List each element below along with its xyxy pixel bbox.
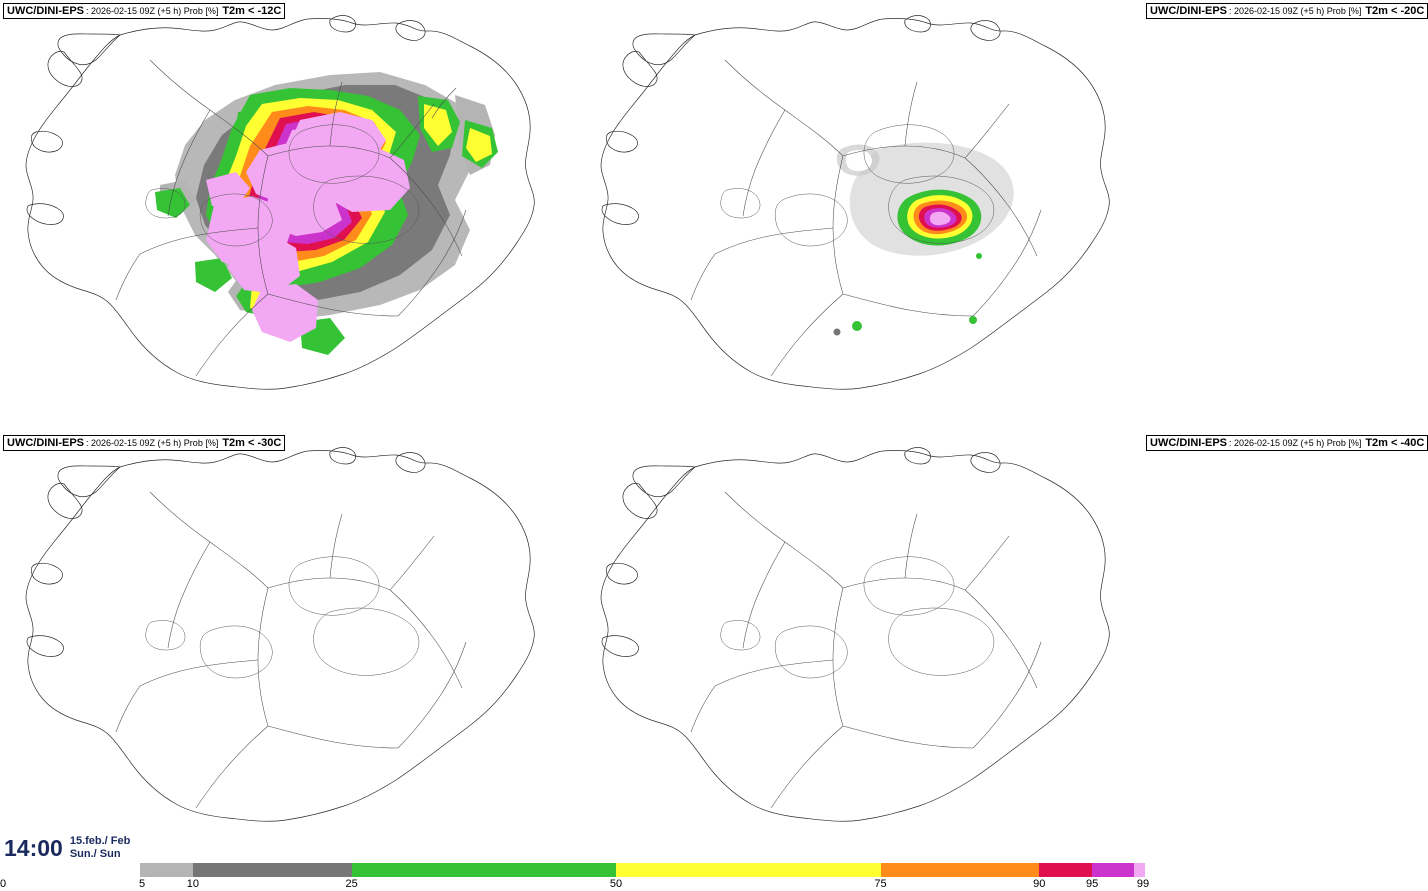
model-name: UWC/DINI-EPS [1150,5,1227,17]
panel-header [3,435,285,451]
colorbar-tick-labels [138,877,1150,891]
colorbar-segment [881,863,1040,877]
colorbar-tick: 10 [186,878,200,890]
valid-time: 14:00 [4,835,63,861]
colorbar-tick: 5 [138,878,146,890]
panel-header [1146,435,1428,451]
footer-bar [0,833,1150,891]
run-info: : 2026-02-15 09Z (+5 h) Prob [%] [1229,6,1362,16]
map-panel-t2m-lt-12c[interactable] [0,0,575,432]
colorbar-segment [1039,863,1092,877]
valid-date-line1: 15.feb./ Feb [69,835,131,847]
parameter-label: T2m < -40C [1365,437,1425,449]
parameter-label: T2m < -12C [222,5,282,17]
valid-date-line2: Sun./ Sun [69,848,121,860]
colorbar-segment [193,863,352,877]
coastline [26,448,534,822]
panel-header [3,3,285,19]
parameter-label: T2m < -20C [1365,5,1425,17]
map-canvas[interactable] [575,0,1150,432]
colorbar-gradient [140,863,1145,877]
valid-date [70,833,131,861]
map-panel-t2m-lt-30c[interactable] [0,432,575,864]
colorbar-tick: 99 [1136,878,1150,890]
colorbar-segment [140,863,193,877]
map-panel-t2m-lt-40c[interactable] [575,432,1425,864]
map-canvas[interactable] [575,432,1150,864]
colorbar-tick: 95 [1085,878,1099,890]
colorbar-segment [616,863,880,877]
map-canvas[interactable] [0,0,575,432]
run-info: : 2026-02-15 09Z (+5 h) Prob [%] [86,438,219,448]
probability-shading [834,143,1014,336]
model-name: UWC/DINI-EPS [7,437,84,449]
coastline [601,448,1109,822]
map-canvas[interactable] [0,432,575,864]
run-info: : 2026-02-15 09Z (+5 h) Prob [%] [1229,438,1362,448]
panel-header [1146,3,1428,19]
colorbar-segment [1092,863,1134,877]
probability-shading [155,72,498,355]
colorbar-tick: 90 [1033,878,1046,890]
colorbar [138,863,1150,890]
colorbar-segment [352,863,616,877]
colorbar-zero-label: 0 [0,878,7,890]
colorbar-segment [1134,863,1145,877]
valid-time-box [2,833,130,863]
model-name: UWC/DINI-EPS [7,5,84,17]
colorbar-tick: 75 [874,878,887,890]
colorbar-tick: 50 [609,878,623,890]
map-panel-t2m-lt-20c[interactable] [575,0,1425,432]
model-name: UWC/DINI-EPS [1150,437,1227,449]
parameter-label: T2m < -30C [222,437,282,449]
colorbar-tick: 25 [345,878,358,890]
run-info: : 2026-02-15 09Z (+5 h) Prob [%] [86,6,219,16]
